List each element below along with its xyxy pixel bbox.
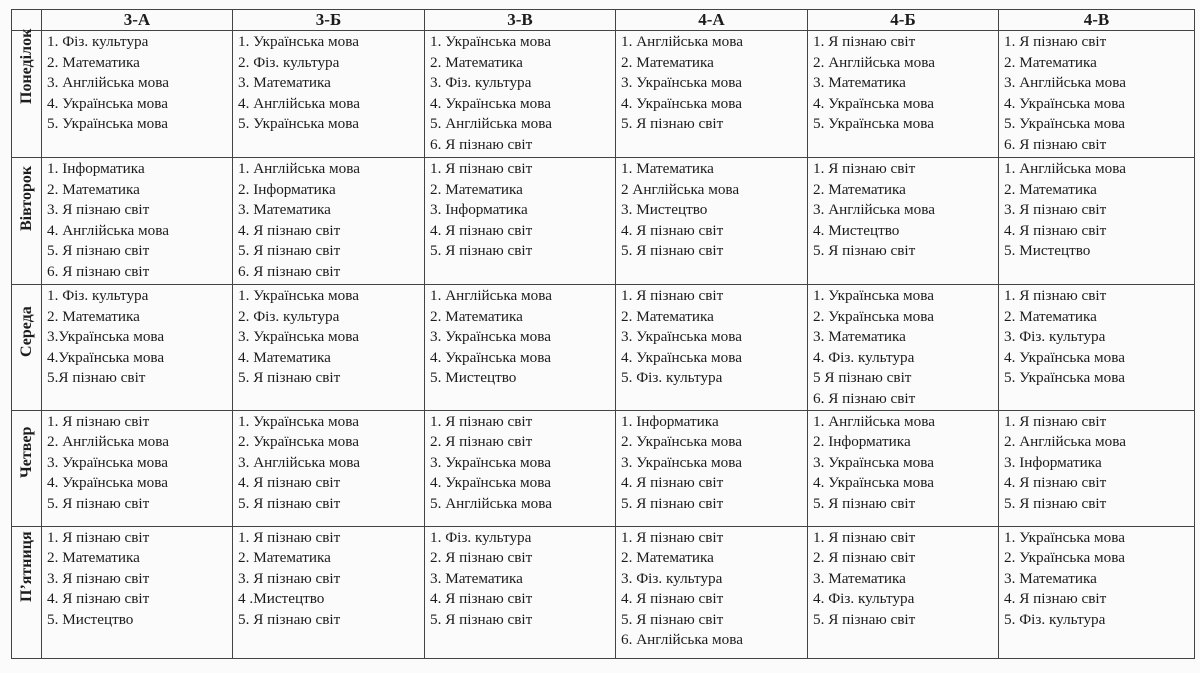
lesson-item: 5. Я пізнаю світ [813, 610, 916, 628]
lesson-item: 5. Українська мова [813, 115, 934, 132]
lesson-item: 1. Я пізнаю світ [430, 160, 533, 178]
lesson-cell [999, 31, 1195, 158]
lesson-item: 3. Англійська мова [47, 74, 169, 91]
lesson-item: 1. Українська мова [1004, 528, 1125, 546]
lesson-item: 4. Українська мова [1004, 94, 1125, 112]
lesson-cell [808, 285, 999, 410]
lesson-item: 5. Мистецтво [430, 369, 517, 387]
lesson-list [42, 411, 232, 515]
lesson-item: 4. Я пізнаю світ [430, 221, 533, 239]
lesson-item: 6. Я пізнаю світ [47, 262, 150, 280]
corner-cell [12, 10, 42, 31]
lesson-cell [808, 158, 999, 285]
lesson-item: 3. Англійська мова [813, 201, 935, 219]
lesson-item: 2. Математика [47, 53, 140, 71]
day-name-cell [12, 28, 42, 158]
day-label: Середа [17, 306, 35, 358]
lesson-list [999, 31, 1194, 155]
lesson-item: 6. Я пізнаю світ [238, 262, 341, 280]
lesson-list [616, 31, 807, 135]
day-name-cell [12, 526, 42, 658]
lesson-item: 4. Українська мова [47, 94, 168, 112]
lesson-item: 3. Математика [813, 569, 906, 587]
lesson-item: 1. Я пізнаю світ [238, 528, 341, 546]
lesson-item: 4. Я пізнаю світ [621, 590, 724, 608]
lesson-item: 4. Українська мова [813, 94, 934, 112]
lesson-item: 2. Фіз. культура [238, 53, 340, 71]
lesson-item: 4. Фіз. культура [813, 590, 915, 608]
lesson-cell [999, 526, 1195, 658]
day-name-cell [12, 158, 42, 285]
lesson-item: 1. Я пізнаю світ [47, 528, 150, 546]
day-name-cell [12, 285, 42, 410]
lesson-item: 2. Англійська мова [813, 53, 935, 71]
lesson-item: 4. Я пізнаю світ [238, 221, 341, 239]
lesson-item: 1. Українська мова [813, 287, 934, 305]
lesson-list [999, 411, 1194, 515]
lesson-item: 4. Я пізнаю світ [1004, 590, 1107, 608]
lesson-item: 5. Мистецтво [1004, 242, 1091, 260]
lesson-item: 6. Я пізнаю світ [1004, 135, 1107, 153]
lesson-cell [999, 410, 1195, 526]
lesson-item: 1. Математика [621, 160, 714, 178]
lesson-item: 5. Я пізнаю світ [1004, 494, 1107, 512]
lesson-cell [233, 285, 425, 410]
lesson-item: 3. Мистецтво [621, 201, 708, 219]
lesson-item: 3.Українська мова [47, 328, 165, 346]
lesson-item: 5. Я пізнаю світ [47, 242, 150, 260]
lesson-list [808, 411, 998, 515]
lesson-cell [999, 285, 1195, 410]
lesson-cell [425, 31, 616, 158]
lesson-item: 5.Я пізнаю світ [47, 369, 146, 387]
lesson-item: 5. Українська мова [47, 115, 168, 132]
lesson-item: 1. Я пізнаю світ [813, 528, 916, 546]
lesson-item: 2. Я пізнаю світ [430, 433, 533, 451]
lesson-item: 2. Англійська мова [1004, 433, 1126, 451]
lesson-item: 6. Англійська мова [621, 631, 743, 649]
lesson-item: 4. Англійська мова [238, 94, 360, 112]
lesson-item: 3. Українська мова [430, 328, 551, 346]
lesson-item: 2. Українська мова [621, 433, 742, 451]
lesson-item: 4.Українська мова [47, 348, 165, 366]
lesson-item: 4. Українська мова [813, 474, 934, 492]
lesson-list [808, 158, 998, 262]
lesson-item: 1. Інформатика [621, 412, 719, 430]
lesson-item: 3. Українська мова [621, 328, 742, 346]
lesson-item: 1. Я пізнаю світ [813, 160, 916, 178]
lesson-item: 2 Англійська мова [621, 180, 740, 198]
lesson-item: 5. Я пізнаю світ [621, 115, 724, 132]
lesson-list [425, 527, 615, 631]
day-row [12, 31, 1195, 158]
lesson-item: 2. Фіз. культура [238, 307, 340, 325]
day-row [12, 285, 1195, 410]
day-row [12, 410, 1195, 526]
lesson-cell [616, 526, 808, 658]
lesson-cell [999, 158, 1195, 285]
lesson-item: 1. Англійська мова [621, 33, 743, 50]
lesson-item: 4. Я пізнаю світ [1004, 474, 1107, 492]
lesson-item: 4. Англійська мова [47, 221, 169, 239]
lesson-item: 1. Я пізнаю світ [1004, 287, 1107, 305]
lesson-cell [425, 410, 616, 526]
lesson-cell [616, 31, 808, 158]
timetable-body [12, 28, 1195, 659]
lesson-item: 5. Я пізнаю світ [47, 494, 150, 512]
lesson-item: 1. Я пізнаю світ [1004, 33, 1107, 50]
lesson-list [425, 411, 615, 515]
lesson-item: 3. Українська мова [621, 74, 742, 91]
lesson-item: 1. Українська мова [238, 287, 359, 305]
lesson-cell [233, 31, 425, 158]
lesson-list [999, 158, 1194, 262]
lesson-item: 2. Математика [1004, 180, 1097, 198]
lesson-item: 4. Математика [238, 348, 331, 366]
lesson-list [233, 158, 424, 282]
lesson-item: 4. Я пізнаю світ [47, 590, 150, 608]
lesson-cell [233, 158, 425, 285]
day-row [12, 158, 1195, 285]
lesson-item: 5. Я пізнаю світ [621, 610, 724, 628]
class-header: 3-В [425, 10, 616, 31]
lesson-item: 4. Українська мова [1004, 348, 1125, 366]
lesson-list [999, 527, 1194, 631]
lesson-item: 3. Українська мова [813, 453, 934, 471]
lesson-item: 1. Я пізнаю світ [621, 528, 724, 546]
lesson-item: 4. Українська мова [621, 348, 742, 366]
lesson-list [233, 31, 424, 135]
lesson-item: 5. Мистецтво [47, 610, 134, 628]
lesson-item: 3. Українська мова [430, 453, 551, 471]
lesson-item: 3. Я пізнаю світ [47, 201, 150, 219]
lesson-item: 4 .Мистецтво [238, 590, 325, 608]
lesson-item: 5. Я пізнаю світ [813, 242, 916, 260]
lesson-item: 5. Я пізнаю світ [238, 494, 341, 512]
lesson-item: 3. Англійська мова [1004, 74, 1126, 91]
lesson-item: 4. Я пізнаю світ [238, 474, 341, 492]
lesson-item: 1. Фіз. культура [47, 33, 149, 50]
lesson-item: 3. Математика [238, 74, 331, 91]
header-row [12, 10, 1195, 31]
lesson-item: 1. Українська мова [430, 33, 551, 50]
lesson-item: 5. Українська мова [1004, 369, 1125, 387]
lesson-item: 5. Українська мова [238, 115, 359, 132]
lesson-item: 2. Інформатика [238, 180, 336, 198]
lesson-item: 4. Я пізнаю світ [1004, 221, 1107, 239]
lesson-cell [233, 410, 425, 526]
lesson-list [616, 158, 807, 262]
lesson-item: 2. Математика [238, 549, 331, 567]
lesson-item: 1. Українська мова [238, 412, 359, 430]
lesson-cell [808, 410, 999, 526]
lesson-list [808, 285, 998, 409]
lesson-item: 1. Я пізнаю світ [621, 287, 724, 305]
lesson-item: 3. Математика [813, 74, 906, 91]
lesson-item: 2. Українська мова [813, 307, 934, 325]
lesson-item: 5. Українська мова [1004, 115, 1125, 132]
lesson-list [808, 527, 998, 631]
lesson-cell [425, 158, 616, 285]
lesson-item: 5. Я пізнаю світ [430, 610, 533, 628]
lesson-item: 3. Інформатика [430, 201, 528, 219]
lesson-item: 5 Я пізнаю світ [813, 369, 912, 387]
lesson-item: 5. Я пізнаю світ [813, 494, 916, 512]
lesson-item: 1. Англійська мова [430, 287, 552, 305]
day-label: Четвер [17, 426, 35, 479]
lesson-item: 2. Математика [430, 180, 523, 198]
lesson-item: 5. Англійська мова [430, 494, 552, 512]
lesson-item: 5. Англійська мова [430, 115, 552, 132]
lesson-item: 2. Математика [1004, 307, 1097, 325]
lesson-item: 4. Фіз. культура [813, 348, 915, 366]
class-header: 4-Б [808, 10, 999, 31]
day-label: Понеділок [17, 28, 35, 105]
lesson-item: 2. Інформатика [813, 433, 911, 451]
lesson-item: 3. Англійська мова [238, 453, 360, 471]
lesson-item: 4. Українська мова [430, 94, 551, 112]
lesson-item: 3. Фіз. культура [1004, 328, 1106, 346]
day-label: Вівторок [17, 166, 35, 232]
lesson-list [233, 411, 424, 515]
lesson-item: 2. Математика [621, 549, 714, 567]
lesson-list [42, 285, 232, 389]
lesson-item: 2. Я пізнаю світ [430, 549, 533, 567]
day-label: П’ятниця [17, 531, 35, 603]
lesson-item: 2. Українська мова [238, 433, 359, 451]
lesson-item: 2. Я пізнаю світ [813, 549, 916, 567]
lesson-item: 2. Математика [430, 53, 523, 71]
lesson-item: 4. Українська мова [430, 474, 551, 492]
lesson-item: 5. Фіз. культура [1004, 610, 1106, 628]
lesson-item: 3. Математика [430, 569, 523, 587]
lesson-cell [42, 526, 233, 658]
lesson-item: 1. Я пізнаю світ [430, 412, 533, 430]
lesson-item: 3. Математика [813, 328, 906, 346]
lesson-item: 4. Українська мова [621, 94, 742, 112]
lesson-item: 3. Я пізнаю світ [47, 569, 150, 587]
lesson-item: 3. Я пізнаю світ [238, 569, 341, 587]
lesson-item: 1. Фіз. культура [430, 528, 532, 546]
lesson-item: 2. Англійська мова [47, 433, 169, 451]
lesson-item: 4. Українська мова [430, 348, 551, 366]
lesson-item: 1. Українська мова [238, 33, 359, 50]
lesson-cell [616, 410, 808, 526]
lesson-item: 2. Математика [47, 307, 140, 325]
day-row [12, 526, 1195, 658]
day-name-cell [12, 410, 42, 526]
lesson-item: 1. Я пізнаю світ [1004, 412, 1107, 430]
lesson-cell [42, 31, 233, 158]
lesson-list [42, 31, 232, 135]
lesson-list [999, 285, 1194, 389]
lesson-item: 4. Мистецтво [813, 221, 900, 239]
lesson-item: 3. Українська мова [621, 453, 742, 471]
lesson-list [616, 411, 807, 515]
lesson-list [425, 158, 615, 262]
timetable [11, 9, 1195, 659]
lesson-item: 2. Математика [621, 307, 714, 325]
lesson-item: 1. Фіз. культура [47, 287, 149, 305]
class-header: 4-А [616, 10, 808, 31]
lesson-item: 1. Я пізнаю світ [813, 33, 916, 50]
lesson-cell [42, 158, 233, 285]
lesson-list [425, 31, 615, 155]
lesson-item: 3. Українська мова [238, 328, 359, 346]
lesson-cell [233, 526, 425, 658]
lesson-list [616, 285, 807, 389]
lesson-cell [808, 31, 999, 158]
lesson-list [42, 527, 232, 631]
lesson-item: 3. Я пізнаю світ [1004, 201, 1107, 219]
lesson-list [233, 285, 424, 389]
lesson-list [233, 527, 424, 631]
lesson-list [42, 158, 232, 282]
lesson-item: 5. Я пізнаю світ [621, 494, 724, 512]
lesson-item: 4. Я пізнаю світ [621, 221, 724, 239]
lesson-item: 6. Я пізнаю світ [430, 135, 533, 153]
lesson-item: 1. Я пізнаю світ [47, 412, 150, 430]
lesson-cell [616, 158, 808, 285]
class-header: 4-В [999, 10, 1195, 31]
lesson-item: 3. Українська мова [47, 453, 168, 471]
lesson-cell [425, 285, 616, 410]
lesson-item: 2. Математика [1004, 53, 1097, 71]
lesson-item: 6. Я пізнаю світ [813, 389, 916, 407]
lesson-list [808, 31, 998, 135]
lesson-cell [425, 526, 616, 658]
lesson-item: 5. Фіз. культура [621, 369, 723, 387]
lesson-item: 3. Математика [238, 201, 331, 219]
lesson-item: 1. Англійська мова [1004, 160, 1126, 178]
lesson-item: 3. Інформатика [1004, 453, 1102, 471]
lesson-item: 4. Я пізнаю світ [621, 474, 724, 492]
lesson-item: 2. Математика [430, 307, 523, 325]
lesson-cell [616, 285, 808, 410]
lesson-item: 2. Математика [621, 53, 714, 71]
lesson-item: 2. Математика [47, 549, 140, 567]
class-header: 3-Б [233, 10, 425, 31]
lesson-item: 1. Інформатика [47, 160, 145, 178]
lesson-item: 4. Українська мова [47, 474, 168, 492]
lesson-cell [42, 410, 233, 526]
lesson-item: 5. Я пізнаю світ [621, 242, 724, 260]
lesson-item: 5. Я пізнаю світ [430, 242, 533, 260]
lesson-item: 5. Я пізнаю світ [238, 610, 341, 628]
lesson-item: 2. Математика [813, 180, 906, 198]
lesson-item: 2. Українська мова [1004, 549, 1125, 567]
lesson-list [425, 285, 615, 389]
lesson-item: 3. Фіз. культура [430, 74, 532, 91]
lesson-cell [808, 526, 999, 658]
lesson-item: 1. Англійська мова [813, 412, 935, 430]
lesson-item: 2. Математика [47, 180, 140, 198]
lesson-cell [42, 285, 233, 410]
lesson-item: 1. Англійська мова [238, 160, 360, 178]
lesson-item: 5. Я пізнаю світ [238, 242, 341, 260]
lesson-item: 4. Я пізнаю світ [430, 590, 533, 608]
lesson-list [616, 527, 807, 651]
class-header: 3-А [42, 10, 233, 31]
lesson-item: 3. Фіз. культура [621, 569, 723, 587]
lesson-item: 3. Математика [1004, 569, 1097, 587]
lesson-item: 5. Я пізнаю світ [238, 369, 341, 387]
